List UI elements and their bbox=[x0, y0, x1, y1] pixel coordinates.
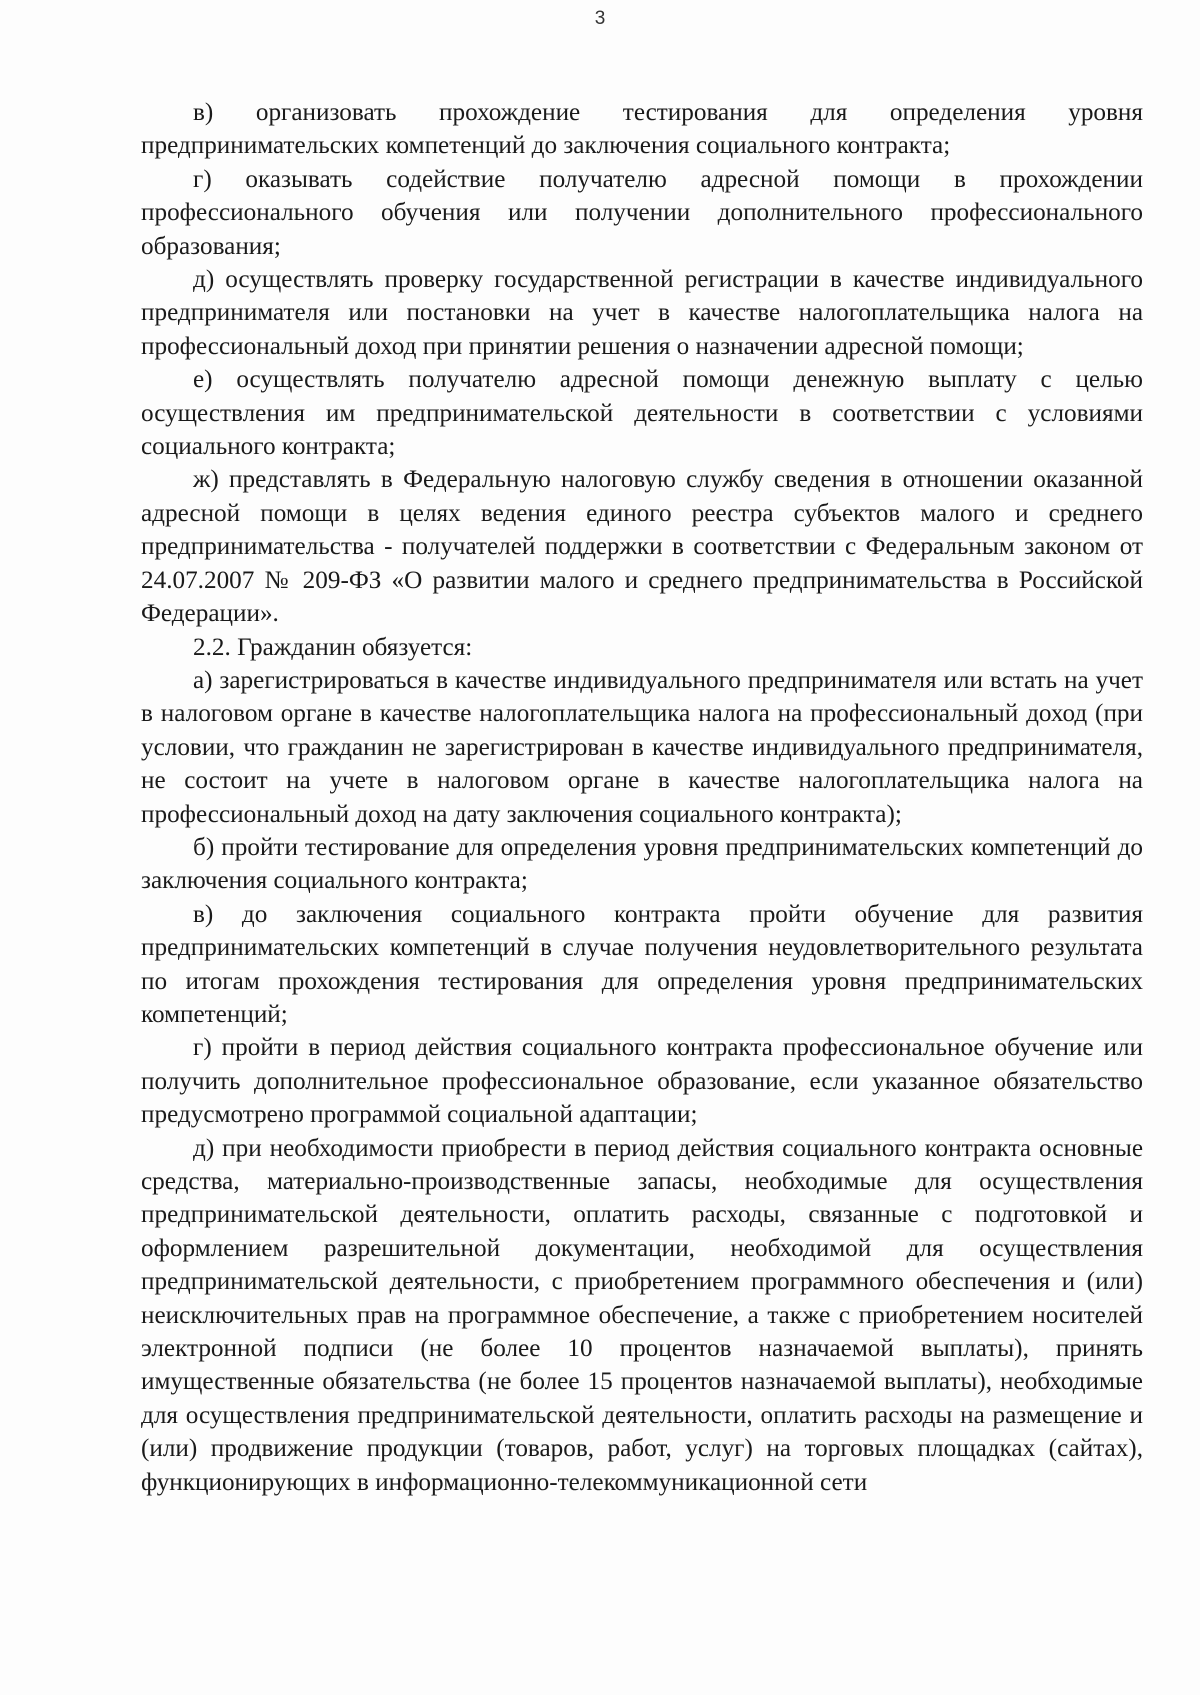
paragraph-2-1-e: е) осуществлять получателю адресной помощи денежную выплату с целью осуществления им предпринимательской деятельности в соответствии с условиями социального контракта; bbox=[141, 366, 1143, 461]
section-heading-2-2: 2.2. Гражданин обязуется: bbox=[193, 633, 473, 661]
document-body bbox=[141, 96, 1143, 1499]
paragraph-2-2-g: г) пройти в период действия социального контракта профессиональное обучение или получить дополнительное профессиональное образование, если указанное обязательство предусмотрено программой социальной адаптации; bbox=[141, 1034, 1143, 1129]
paragraph-2-1-d: д) осуществлять проверку государственной регистрации в качестве индивидуального предпринимателя или постановки на учет в качестве налогоплательщика налога на профессиональный доход при принятии решения о назначении адресной помощи; bbox=[141, 266, 1143, 360]
page-number: 3 bbox=[594, 8, 606, 29]
paragraph-2-2-d: д) при необходимости приобрести в период действия социального контракта основные средства, материально-производственные запасы, необходимые для осуществления предпринимательской деятельности, оплатить расходы, связанные с подготовкой и оформлением разрешительной документации, необходимой для осуществления предпринимательской деятельности, с приобретением программного обеспечения и (или) неисключительных прав на программное обеспечение, а также с приобретением носителей электронной подписи (не более 10 процентов назначаемой выплаты), принять имущественные обязательства (не более 15 процентов назначаемой выплаты), необходимые для осуществления предпринимательской деятельности, оплатить расходы на размещение и (или) продвижение продукции (товаров, работ, услуг) на торговых площадках (сайтах), функционирующих в информационно-телекоммуникационной сети bbox=[141, 1134, 1143, 1496]
paragraph-2-1-zh: ж) представлять в Федеральную налоговую службу сведения в отношении оказанной адресной помощи в целях ведения единого реестра субъектов малого и среднего предпринимательства - получателей поддержки в соответствии с Федеральным законом от 24.07.2007 № 209-ФЗ «О развитии малого и среднего предпринимательства в Российской Федерации». bbox=[141, 466, 1143, 628]
paragraph-2-2-a: а) зарегистрироваться в качестве индивидуального предпринимателя или встать на учет в налоговом органе в качестве налогоплательщика налога на профессиональный доход (при условии, что гражданин не зарегистрирован в качестве индивидуального предпринимателя, не состоит на учете в налоговом органе в качестве налогоплательщика налога на профессиональный доход на дату заключения социального контракта); bbox=[141, 666, 1143, 828]
paragraph-2-2-b: б) пройти тестирование для определения уровня предпринимательских компетенций до заключения социального контракта; bbox=[141, 833, 1143, 895]
paragraph-2-2-v: в) до заключения социального контракта пройти обучение для развития предпринимательских компетенций в случае получения неудовлетворительного результата по итогам прохождения тестирования для определения уровня предпринимательских компетенций; bbox=[141, 900, 1143, 1028]
paragraph-2-1-g: г) оказывать содействие получателю адресной помощи в прохождении профессионального обучения или получении дополнительного профессионального образования; bbox=[141, 165, 1143, 260]
paragraph-2-1-v: в) организовать прохождение тестирования для определения уровня предпринимательских компетенций до заключения социального контракта; bbox=[141, 99, 1143, 160]
